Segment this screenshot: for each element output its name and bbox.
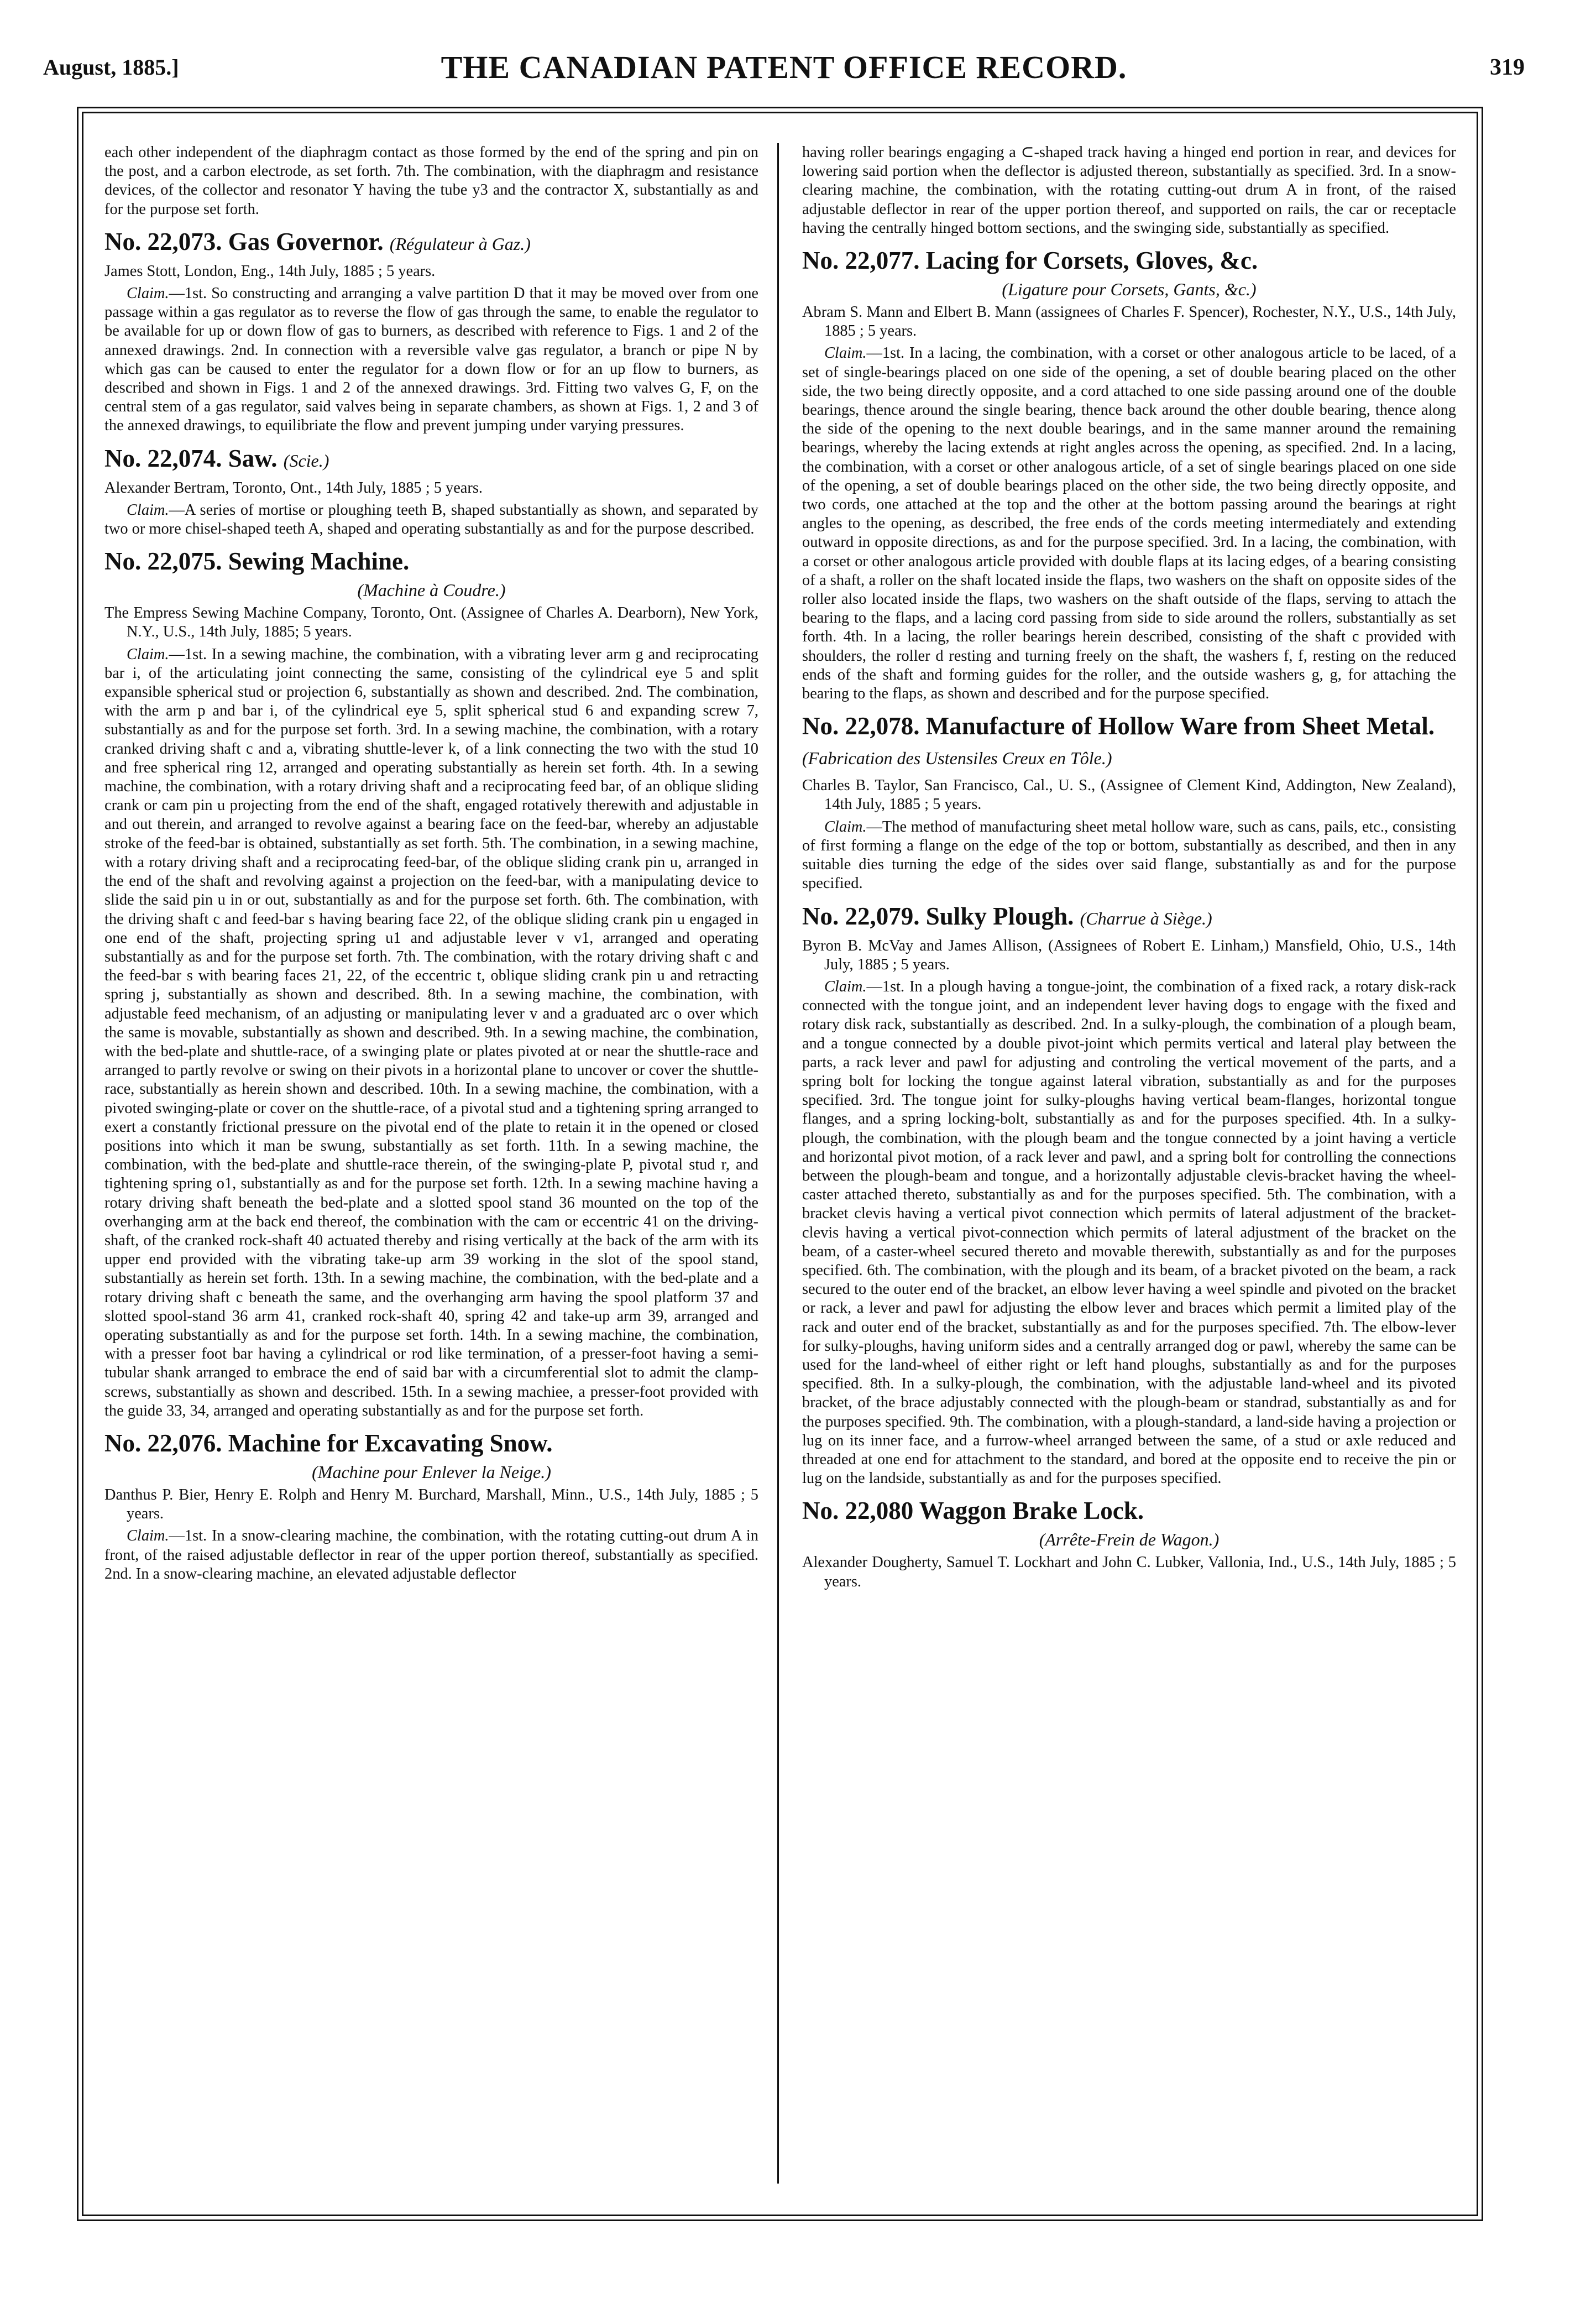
- header-title: THE CANADIAN PATENT OFFICE RECORD.: [441, 49, 1127, 85]
- claim-label: Claim.: [824, 818, 867, 835]
- entry-title: [802, 711, 1456, 773]
- patent-entry-22080: [802, 1496, 1456, 1591]
- entry-number: No. 22,080: [802, 1497, 914, 1525]
- entry-claim: [104, 501, 758, 539]
- patent-entry-22073: [104, 227, 758, 436]
- entry-number: No. 22,076.: [104, 1429, 222, 1457]
- entry-byline: The Empress Sewing Machine Company, Toronto, Ont. (Assignee of Charles A. Dearborn), New York, N.Y., U.S., 14th July, 1885; 5 years.: [104, 604, 758, 641]
- patent-entry-22079: [802, 901, 1456, 1489]
- entry-claim: [104, 645, 758, 1420]
- entry-french-title: (Machine pour Enlever la Neige.): [312, 1461, 551, 1482]
- entry-byline: Charles B. Taylor, San Francisco, Cal., U. S., (Assignee of Clement Kind, Addington, New Zealand), 14th July, 1885 ; 5 years.: [802, 777, 1456, 813]
- patent-entry-22075: [104, 546, 758, 1420]
- claim-label: Claim.: [127, 285, 169, 302]
- entry-byline: James Stott, London, Eng., 14th July, 1885 ; 5 years.: [104, 262, 436, 280]
- entry-french-title: (Machine à Coudre.): [357, 580, 506, 600]
- continuation-text: having roller bearings engaging a ⊂-shaped track having a hinged end portion in rear, and devices for lowering said portion when the deflector is adjusted thereon, substantially as specified. 3rd. In a snow-clearing machine, the combination, with the rotating cutting-out drum A in front, of the raised adjustable deflector in rear of the upper portion thereof, and supported on rails, the car or receptacle having the centrally hinged bottom sections, and the swinging side, substantially as specified.: [802, 144, 1456, 237]
- patent-entry-22076: [104, 1428, 758, 1584]
- claim-text: —1st. In a sewing machine, the combination, with a vibrating lever arm g and reciprocating bar i, of the articulating joint connecting the same, consisting of the cylindrical eye 5 and split expansible spherical stud or projection 6, substantially as shown and described. 2nd. The combination, with the arm p and bar i, of the cylindrical eye 5, split spherical stud 6 and expanding screw 7, substantially as and for the purpose set forth. 3rd. In a sewing machine, the combination, with a rotary cranked driving shaft c and a, vibrating shuttle-lever k, of a link connecting the two with the stud 10 and free spherical ring 12, arranged and operating substantially as herein set forth. 4th. In a sewing machine, the combination, with a rotary driving shaft and a reciprocating feed bar, of an oblique sliding crank or cam pin u projecting from the end of the shaft, engaged rotatively therewith and adjustable in and out therein, and arranged to revolve against a bearing face on the feed-bar, whereby an adjustable stroke of the feed-bar is obtained, substantially as set forth. 5th. The combination, in a sewing machine, with a rotary driving shaft and a reciprocating feed-bar, of the oblique sliding crank pin u, arranged in the end of the shaft and revolving against a projection on the feed-bar, with a manipulating device to slide the said pin u in or out, substantially as and for the purpose set forth. 6th. The combination, with the driving shaft c and feed-bar s having bearing face 22, of the oblique sliding crank pin u engaged in one end of the shaft, projecting spring u1 and adjustable lever v v1, arranged and operating substantially as and for the purpose set forth. 7th. The combination, with the rotary driving shaft c and the feed-bar s with bearing faces 21, 22, of the eccentric t, oblique sliding crank pin u and retracting spring j, substantially as shown and described. 8th. In a sewing machine, the combination, with adjustable feed mechanism, of an adjusting or manipulating lever v and a graduated arc o over which the same is movable, substantially as shown and described. 9th. In a sewing machine, the combination, with the bed-plate and shuttle-race, of a swinging plate or plates pivoted at or near the shuttle-race and arranged to partly revolve or swing on their pivots in a horizontal plane to uncover or cover the shuttle-race, substantially as herein shown and described. 10th. In a sewing machine, the combination, with a pivoted swinging-plate or cover on the shuttle-race, of a pivotal stud and a tightening spring arranged to exert a constantly frictional pressure on the pivotal end of the plate to retain it in the opened or closed positions into which it man be swung, substantially as set forth. 11th. In a sewing machine, the combination, with the bed-plate and shuttle-race therein, of the swinging-plate P, pivotal stud r, and tightening spring o1, substantially as and for the purpose set forth. 12th. In a sewing machine having a rotary driving shaft beneath the bed-plate and a slotted spool stand 36 mounted on the top of the overhanging arm at the back end thereof, the combination with the cam or eccentric 41 on the driving-shaft, of the cranked rock-shaft 40 actuated thereby and rising vertically at the back of the arm with its upper end provided with the vibrating take-up arm 39 working in the slot of the spool stand, substantially as herein set forth. 13th. In a sewing machine, the combination, with the bed-plate and a rotary driving shaft c beneath the same, and the overhanging arm having the spool platform 37 and slotted spool-stand 36 arm 41, cranked rock-shaft 40, spring 42 and take-up arm 39, arranged and operating substantially as and for the purpose set forth. 14th. In a sewing machine, the combination, with a presser foot bar having a cylindrical or rod like termination, of a presser-foot having a semi-tubular shank arranged to embrace the end of said bar with a circumferential slot to admit the clamp-screws, substantially as shown and described. 15th. In a sewing machiee, a presser-foot provided with the guide 33, 34, arranged and operating substantially as and for the purpose set forth.: [104, 645, 758, 1419]
- entry-french-title: (Fabrication des Ustensiles Creux en Tôle.): [802, 748, 1112, 769]
- entry-name: Gas Governor.: [228, 227, 384, 255]
- claim-text: —The method of manufacturing sheet metal hollow ware, such as cans, pails, etc., consisting of first forming a flange on the edge of the top or bottom, substantially as described, and then in any suitable dies turning the edge of the sides over said flange, substantially as and for the purpose specified.: [802, 818, 1456, 892]
- entry-title: [104, 443, 758, 476]
- claim-label: Claim.: [824, 344, 867, 362]
- right-column: [802, 143, 1456, 1595]
- left-column: [104, 143, 758, 1587]
- entry-french-title: (Scie.): [283, 450, 329, 471]
- claim-label: Claim.: [127, 1527, 169, 1545]
- column-divider: [777, 143, 779, 2184]
- entry-number: No. 22,075.: [104, 547, 222, 576]
- entry-name: Saw.: [228, 444, 278, 472]
- entry-name: Waggon Brake Lock.: [919, 1497, 1144, 1525]
- entry-number: No. 22,074.: [104, 444, 222, 472]
- patent-entry-22077: [802, 246, 1456, 703]
- entry-byline: Abram S. Mann and Elbert B. Mann (assignees of Charles F. Spencer), Rochester, N.Y., U.S., 14th July, 1885 ; 5 years.: [802, 304, 1456, 340]
- entry-byline: Alexander Dougherty, Samuel T. Lockhart and John C. Lubker, Vallonia, Ind., U.S., 14th July, 1885 ; 5 years.: [802, 1554, 1456, 1590]
- entry-name: Lacing for Corsets, Gloves, &c.: [925, 247, 1258, 275]
- entry-title: [104, 546, 758, 576]
- entry-title: [104, 1428, 758, 1458]
- continuation-text: each other independent of the diaphragm contact as those formed by the end of the spring and pin on the post, and a carbon electrode, as set forth. 7th. The combination, with the diaphragm and resistance devices, of the collector and resonator Y having the tube y3 and the contractor X, substantially as and for the purpose set forth.: [104, 144, 758, 218]
- entry-claim: [802, 344, 1456, 703]
- claim-text: —1st. So constructing and arranging a valve partition D that it may be moved over from one passage within a gas regulator as to reverse the flow of gas through the same, to enable the regulator to be available for up or down flow of gas to burners, as described with reference to Figs. 1 and 2 of the annexed drawings. 2nd. In connection with a reversible valve gas regulator, a branch or pipe N by which gas can be caused to enter the regulator for a down flow or for an up flow to burners, as described and shown in Figs. 1 and 2 of the annexed drawings. 3rd. Fitting two valves G, F, on the central stem of a gas regulator, said valves being in separate chambers, as shown at Figs. 1, 2 and 3 of the annexed drawings, to equilibriate the flow and prevent jumping under varying pressures.: [104, 285, 758, 435]
- entry-claim: [802, 978, 1456, 1488]
- entry-french-title: (Charrue à Siège.): [1080, 908, 1212, 928]
- entry-byline: Danthus P. Bier, Henry E. Rolph and Henry M. Burchard, Marshall, Minn., U.S., 14th July, 1885 ; 5 years.: [104, 1486, 758, 1523]
- entry-claim: [802, 818, 1456, 894]
- page-number: 319: [1490, 55, 1525, 80]
- entry-french-title: (Ligature pour Corsets, Gants, &c.): [1002, 279, 1257, 300]
- entry-number: No. 22,079.: [802, 902, 920, 930]
- claim-text: —A series of mortise or ploughing teeth B, shaped substantially as shown, and separated by two or more chisel-shaped teeth A, shaped and operating substantially as and for the purpose described.: [104, 501, 758, 538]
- entry-french-title: (Régulateur à Gaz.): [389, 233, 531, 254]
- entry-title: [802, 1496, 1456, 1526]
- entry-claim: [104, 1527, 758, 1584]
- claim-label: Claim.: [127, 501, 169, 519]
- claim-label: Claim.: [127, 645, 169, 663]
- entry-number: No. 22,073.: [104, 227, 222, 255]
- entry-number: No. 22,077.: [802, 247, 920, 275]
- entry-title: [802, 246, 1456, 275]
- entry-title: [802, 901, 1456, 933]
- patent-entry-22078: [802, 711, 1456, 893]
- header-date: August, 1885.]: [43, 55, 179, 80]
- entry-claim: [104, 284, 758, 436]
- page-header: [43, 49, 1525, 98]
- entry-byline: Alexander Bertram, Toronto, Ont., 14th July, 1885 ; 5 years.: [104, 479, 483, 497]
- entry-title: [104, 227, 758, 259]
- entry-name: Manufacture of Hollow Ware from Sheet Metal.: [925, 712, 1435, 740]
- claim-text: —1st. In a snow-clearing machine, the combination, with the rotating cutting-out drum A in front, of the raised adjustable deflector in rear of the upper portion thereof, substantially as specified. 2nd. In a snow-clearing machine, an elevated adjustable deflector: [104, 1527, 758, 1583]
- claim-label: Claim.: [824, 978, 867, 995]
- page-frame: [82, 112, 1478, 2216]
- patent-entry-22074: [104, 443, 758, 539]
- claim-text: —1st. In a plough having a tongue-joint, the combination of a fixed rack, a rotary disk-rack connected with the tongue joint, and an independent lever having dogs to engage with the fixed and rotary disk rack, substantially as described. 2nd. In a sulky-plough, the combination of a plough beam, and a tongue connected by a double pivot-joint which permits vertical and lateral play between the parts, a rack lever and pawl for adjusting and controling the vertical movement of the parts, and a spring bolt for locking the tongue against lateral vibration, substantially as and for the purposes specified. 3rd. The tongue joint for sulky-ploughs having vertical beam-flanges, horizontal tongue flanges, and a spring locking-bolt, substantially as and for the purposes specified. 4th. In a sulky-plough, the combination, with the plough beam and the tongue connected by a joint having a verticle and horizontal pivot motion, of a rack lever and pawl, and a spring bolt for controlling the connections between the plough-beam and tongue, and a horizontally adjustable clevis-bracket having the wheel-caster attached thereto, substantially as and for the purposes specified. 5th. The combination, with a bracket clevis having a vertical pivot connection which permits of lateral adjustment of the bracket-clevis having a vertical pivot-connection which permits of lateral adjustment of the bracket on the beam, of a caster-wheel secured thereto and movable therewith, substantially as and for the purposes specified. 6th. The combination, with the plough and its beam, of a bracket pivoted on the beam, a rack secured to the outer end of the bracket, an elbow lever having a weel spindle and pivoted on the bracket or rack, a lever and pawl for adjusting the elbow lever and braces which permit a limited play of the rack and outer end of the bracket, substantially as and for the purposes specified. 7th. The elbow-lever for sulky-ploughs, having uniform sides and a centrally arranged dog or pawl, whereby the same can be used for the land-wheel of either right or left hand ploughs, substantially as and for the purposes specified. 8th. In a sulky-plough, the combination, with the adjustable land-wheel and its pivoted bracket, of the brace adjustably connected with the plough-beam or standrad, substantially as and for the purposes specified. 9th. The combination, with a plough-standard, a land-side having a projection or lug on its inner face, and a furrow-wheel arranged between the same, of a stud or axle reduced and threaded at one end for attachment to the standard, and bored at the opposite end to receive the pin or lug on the landside, substantially as and for the purposes specified.: [802, 978, 1456, 1487]
- entry-number: No. 22,078.: [802, 712, 920, 740]
- entry-name: Sulky Plough.: [925, 902, 1074, 930]
- entry-byline: Byron B. McVay and James Allison, (Assignees of Robert E. Linham,) Mansfield, Ohio, U.S., 14th July, 1885 ; 5 years.: [802, 937, 1456, 973]
- entry-name: Machine for Excavating Snow.: [228, 1429, 553, 1457]
- entry-french-title: (Arrête-Frein de Wagon.): [1039, 1529, 1220, 1550]
- entry-name: Sewing Machine.: [228, 547, 410, 576]
- claim-text: —1st. In a lacing, the combination, with a corset or other analogous article to be laced, of a set of single-bearings placed on one side of the opening, a set of double bearing placed on the other side, the two being directly opposite, and a cord attached to one side passing around one of the double bearings, thence around the single bearing, thence back around the other double bearing, thence along the side of the opening to the next double bearings, and in the same manner around the remaining bearings, whereby the lacing extends at right angles across the opening, as specified. 2nd. In a lacing, the combination, with a corset or other analogous article, of a set of single bearings placed on one side of the opening, a set of double bearings placed on the other side, the two being directly opposite, and two cords, one attached at the top and the other at the bottom passing around the bearings at right angles to the opening, as described, the free ends of the cords meeting intermediately and extending outward in opposite directions, as and for the purpose specified. 3rd. In a lacing, the combination, with a corset or other analogous article provided with double flaps at its lacing edges, of a bearing consisting of a shaft, a roller on the shaft located inside the flaps, two washers on the shaft on opposite sides of the roller also located inside the flaps, two washers on the shaft outside of the flaps, serving to attach the bearing to the flaps, and a lacing cord passing from side to side around the rollers, substantially as set forth. 4th. In a lacing, the roller bearings herein described, consisting of the shaft c provided with shoulders, the roller d resting and turning freely on the shaft, the washers f, f, resting on the reduced ends of the shaft and forming guides for the roller, and the outside washers g, g, for attaching the bearing to the flaps, as shown and described and for the purpose specified.: [802, 344, 1456, 703]
